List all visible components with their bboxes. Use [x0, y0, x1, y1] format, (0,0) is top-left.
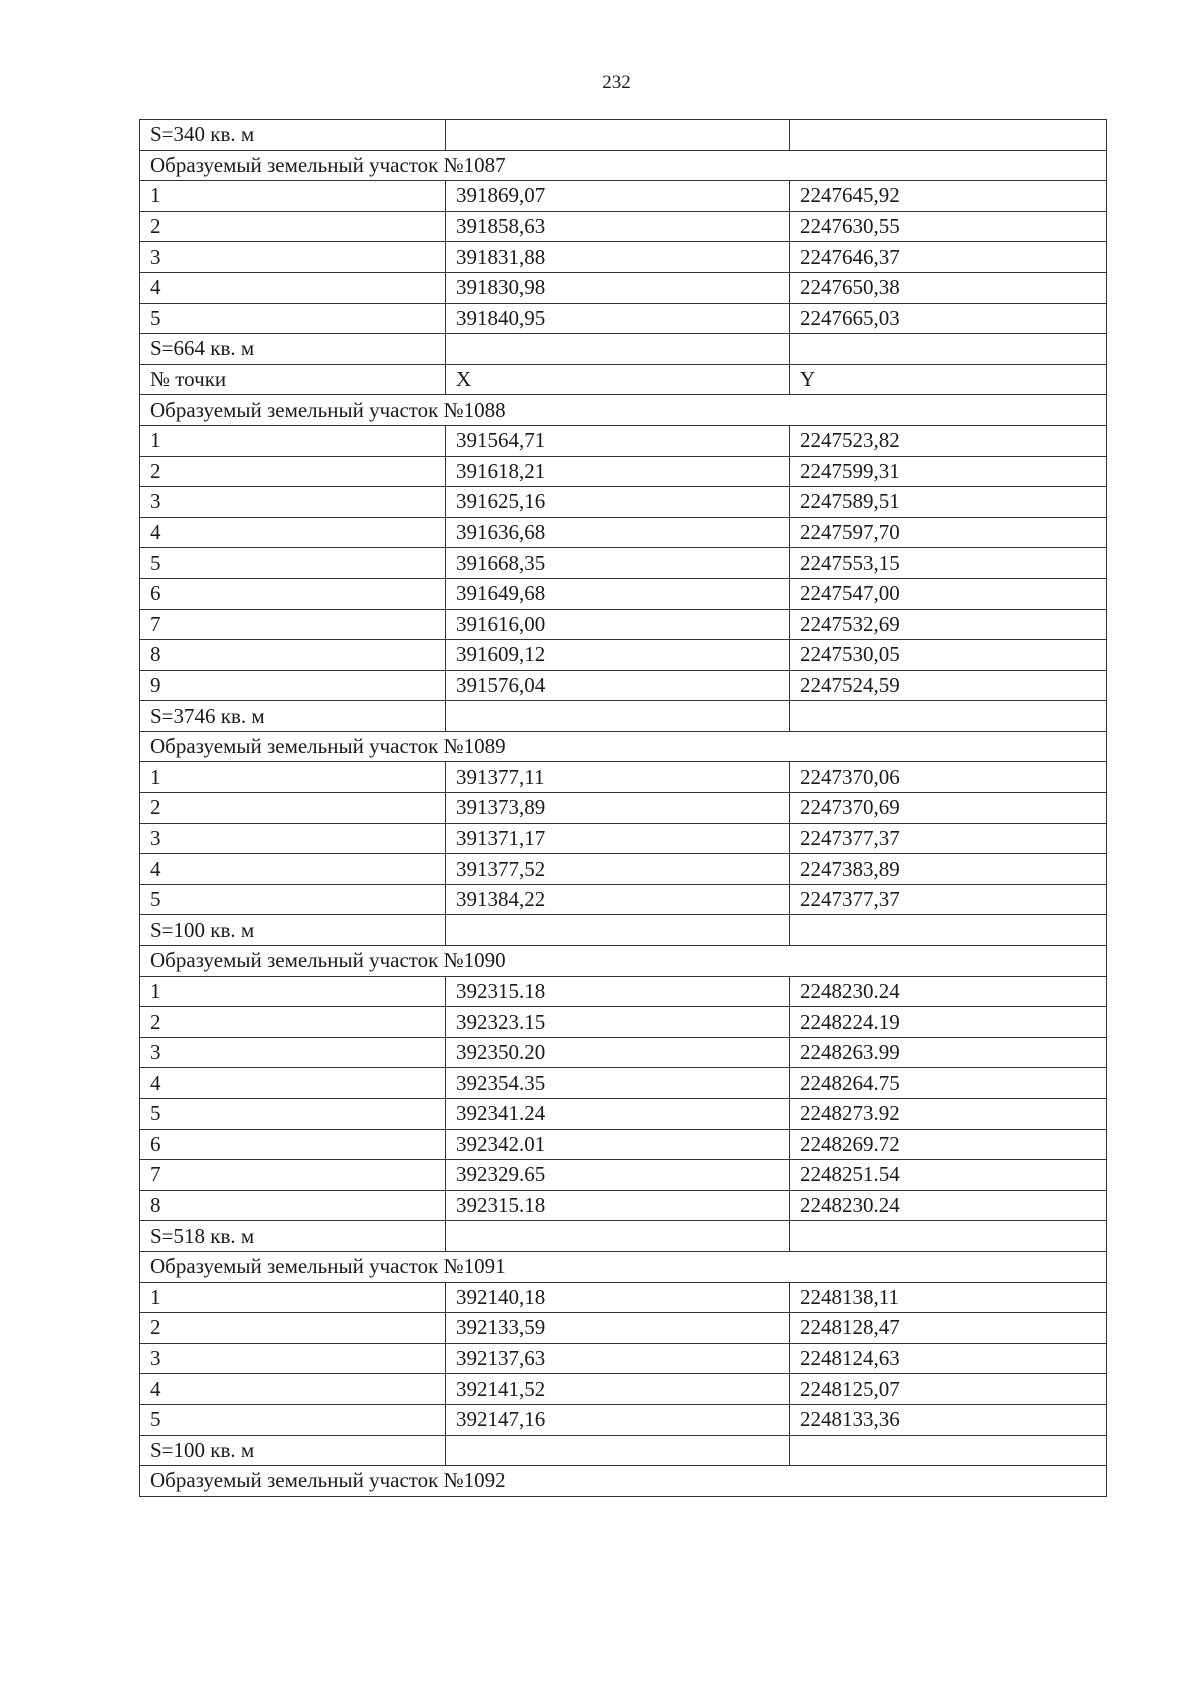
table-row	[140, 487, 1107, 518]
point-number-cell: 4	[140, 272, 446, 303]
point-number-cell: 2	[140, 793, 446, 824]
x-coordinate-cell: 391668,35	[446, 548, 790, 579]
y-coordinate-cell: 2248230.24	[790, 1190, 1107, 1221]
y-coordinate-cell: 2247599,31	[790, 456, 1107, 487]
point-number-cell: 1	[140, 425, 446, 456]
table-row	[140, 640, 1107, 671]
x-coordinate-cell: 392315.18	[446, 976, 790, 1007]
point-number-cell: 3	[140, 1343, 446, 1374]
point-number-cell: 4	[140, 854, 446, 885]
y-coordinate-cell: 2248224.19	[790, 1007, 1107, 1038]
point-number-cell: 5	[140, 1404, 446, 1435]
y-coordinate-cell: 2248230.24	[790, 976, 1107, 1007]
x-coordinate-cell: 392315.18	[446, 1190, 790, 1221]
x-coordinate-cell: 391649,68	[446, 578, 790, 609]
y-coordinate-cell: 2247377,37	[790, 884, 1107, 915]
section-title-row	[140, 946, 1107, 977]
x-coordinate-cell: 392354.35	[446, 1068, 790, 1099]
y-coordinate-cell: 2247665,03	[790, 303, 1107, 334]
area-row	[140, 334, 1107, 365]
area-label-cell: S=100 кв. м	[140, 915, 446, 946]
point-number-cell: 2	[140, 1007, 446, 1038]
x-coordinate-cell: 391858,63	[446, 211, 790, 242]
coordinates-table	[139, 119, 1107, 1497]
x-coordinate-cell: 391384,22	[446, 884, 790, 915]
y-coordinate-cell: 2247650,38	[790, 272, 1107, 303]
x-coordinate-cell: 392141,52	[446, 1374, 790, 1405]
area-label-cell: S=664 кв. м	[140, 334, 446, 365]
point-number-cell: 2	[140, 1313, 446, 1344]
x-coordinate-cell: 391618,21	[446, 456, 790, 487]
section-title-cell: Образуемый земельный участок №1087	[140, 150, 1107, 181]
table-row	[140, 823, 1107, 854]
x-coordinate-cell: 391616,00	[446, 609, 790, 640]
area-empty-cell	[790, 1435, 1107, 1466]
area-empty-cell	[790, 915, 1107, 946]
x-coordinate-cell: 391371,17	[446, 823, 790, 854]
x-coordinate-cell: 392323.15	[446, 1007, 790, 1038]
y-coordinate-cell: 2247597,70	[790, 517, 1107, 548]
table-row	[140, 884, 1107, 915]
y-coordinate-cell: 2247524,59	[790, 670, 1107, 701]
table-row	[140, 578, 1107, 609]
area-label-cell: S=3746 кв. м	[140, 701, 446, 732]
x-coordinate-cell: 391869,07	[446, 181, 790, 212]
x-coordinate-cell: 391576,04	[446, 670, 790, 701]
y-coordinate-cell: 2247370,06	[790, 762, 1107, 793]
area-empty-cell	[446, 701, 790, 732]
point-number-cell: 5	[140, 1099, 446, 1130]
header-x-cell: X	[446, 364, 790, 395]
table-row	[140, 456, 1107, 487]
area-label-cell: S=100 кв. м	[140, 1435, 446, 1466]
x-coordinate-cell: 392133,59	[446, 1313, 790, 1344]
point-number-cell: 7	[140, 609, 446, 640]
y-coordinate-cell: 2247530,05	[790, 640, 1107, 671]
point-number-cell: 5	[140, 884, 446, 915]
y-coordinate-cell: 2247589,51	[790, 487, 1107, 518]
header-y-cell: Y	[790, 364, 1107, 395]
x-coordinate-cell: 391831,88	[446, 242, 790, 273]
table-row	[140, 272, 1107, 303]
table-row	[140, 425, 1107, 456]
y-coordinate-cell: 2248138,11	[790, 1282, 1107, 1313]
header-point-number-cell: № точки	[140, 364, 446, 395]
y-coordinate-cell: 2247547,00	[790, 578, 1107, 609]
y-coordinate-cell: 2247645,92	[790, 181, 1107, 212]
table-row	[140, 1374, 1107, 1405]
x-coordinate-cell: 391830,98	[446, 272, 790, 303]
area-empty-cell	[790, 334, 1107, 365]
section-title-row	[140, 150, 1107, 181]
table-row	[140, 1282, 1107, 1313]
area-row	[140, 701, 1107, 732]
table-row	[140, 303, 1107, 334]
area-empty-cell	[446, 1221, 790, 1252]
point-number-cell: 1	[140, 181, 446, 212]
point-number-cell: 5	[140, 548, 446, 579]
table-row	[140, 762, 1107, 793]
x-coordinate-cell: 391377,52	[446, 854, 790, 885]
point-number-cell: 8	[140, 1190, 446, 1221]
table-row	[140, 181, 1107, 212]
point-number-cell: 3	[140, 823, 446, 854]
table-row	[140, 1313, 1107, 1344]
table-row	[140, 517, 1107, 548]
y-coordinate-cell: 2247370,69	[790, 793, 1107, 824]
table-row	[140, 670, 1107, 701]
area-empty-cell	[790, 701, 1107, 732]
table-row	[140, 1099, 1107, 1130]
table-row	[140, 1190, 1107, 1221]
table-row	[140, 1404, 1107, 1435]
y-coordinate-cell: 2248128,47	[790, 1313, 1107, 1344]
area-row	[140, 915, 1107, 946]
section-title-row	[140, 1251, 1107, 1282]
table-row	[140, 548, 1107, 579]
point-number-cell: 5	[140, 303, 446, 334]
y-coordinate-cell: 2247383,89	[790, 854, 1107, 885]
area-row	[140, 1221, 1107, 1252]
point-number-cell: 8	[140, 640, 446, 671]
area-empty-cell	[446, 120, 790, 151]
x-coordinate-cell: 391377,11	[446, 762, 790, 793]
coordinates-table-body	[140, 120, 1107, 1497]
y-coordinate-cell: 2247646,37	[790, 242, 1107, 273]
table-row	[140, 976, 1107, 1007]
x-coordinate-cell: 391636,68	[446, 517, 790, 548]
column-header-row	[140, 364, 1107, 395]
point-number-cell: 3	[140, 487, 446, 518]
section-title-cell: Образуемый земельный участок №1089	[140, 731, 1107, 762]
area-empty-cell	[446, 915, 790, 946]
table-row	[140, 1343, 1107, 1374]
x-coordinate-cell: 391840,95	[446, 303, 790, 334]
x-coordinate-cell: 391609,12	[446, 640, 790, 671]
point-number-cell: 4	[140, 1374, 446, 1405]
point-number-cell: 6	[140, 1129, 446, 1160]
section-title-cell: Образуемый земельный участок №1091	[140, 1251, 1107, 1282]
point-number-cell: 2	[140, 211, 446, 242]
y-coordinate-cell: 2247553,15	[790, 548, 1107, 579]
y-coordinate-cell: 2248273.92	[790, 1099, 1107, 1130]
section-title-cell: Образуемый земельный участок №1088	[140, 395, 1107, 426]
section-title-cell: Образуемый земельный участок №1090	[140, 946, 1107, 977]
y-coordinate-cell: 2247377,37	[790, 823, 1107, 854]
x-coordinate-cell: 392147,16	[446, 1404, 790, 1435]
point-number-cell: 1	[140, 976, 446, 1007]
area-label-cell: S=340 кв. м	[140, 120, 446, 151]
table-row	[140, 1129, 1107, 1160]
table-row	[140, 211, 1107, 242]
x-coordinate-cell: 392137,63	[446, 1343, 790, 1374]
point-number-cell: 6	[140, 578, 446, 609]
section-title-cell: Образуемый земельный участок №1092	[140, 1466, 1107, 1497]
table-row	[140, 1007, 1107, 1038]
area-empty-cell	[446, 1435, 790, 1466]
point-number-cell: 1	[140, 762, 446, 793]
area-label-cell: S=518 кв. м	[140, 1221, 446, 1252]
y-coordinate-cell: 2248251.54	[790, 1160, 1107, 1191]
point-number-cell: 7	[140, 1160, 446, 1191]
section-title-row	[140, 1466, 1107, 1497]
table-row	[140, 242, 1107, 273]
section-title-row	[140, 395, 1107, 426]
point-number-cell: 3	[140, 1037, 446, 1068]
area-row	[140, 1435, 1107, 1466]
point-number-cell: 2	[140, 456, 446, 487]
point-number-cell: 9	[140, 670, 446, 701]
table-row	[140, 1068, 1107, 1099]
x-coordinate-cell: 392329.65	[446, 1160, 790, 1191]
table-row	[140, 854, 1107, 885]
area-row	[140, 120, 1107, 151]
x-coordinate-cell: 391373,89	[446, 793, 790, 824]
y-coordinate-cell: 2248133,36	[790, 1404, 1107, 1435]
y-coordinate-cell: 2247532,69	[790, 609, 1107, 640]
section-title-row	[140, 731, 1107, 762]
y-coordinate-cell: 2248124,63	[790, 1343, 1107, 1374]
table-row	[140, 1037, 1107, 1068]
y-coordinate-cell: 2248269.72	[790, 1129, 1107, 1160]
point-number-cell: 4	[140, 1068, 446, 1099]
area-empty-cell	[790, 120, 1107, 151]
y-coordinate-cell: 2248125,07	[790, 1374, 1107, 1405]
point-number-cell: 1	[140, 1282, 446, 1313]
y-coordinate-cell: 2247630,55	[790, 211, 1107, 242]
x-coordinate-cell: 392341.24	[446, 1099, 790, 1130]
point-number-cell: 4	[140, 517, 446, 548]
area-empty-cell	[790, 1221, 1107, 1252]
table-row	[140, 1160, 1107, 1191]
y-coordinate-cell: 2248264.75	[790, 1068, 1107, 1099]
x-coordinate-cell: 391564,71	[446, 425, 790, 456]
table-row	[140, 793, 1107, 824]
area-empty-cell	[446, 334, 790, 365]
y-coordinate-cell: 2248263.99	[790, 1037, 1107, 1068]
x-coordinate-cell: 392342.01	[446, 1129, 790, 1160]
page-number: 232	[602, 72, 631, 93]
x-coordinate-cell: 392140,18	[446, 1282, 790, 1313]
y-coordinate-cell: 2247523,82	[790, 425, 1107, 456]
x-coordinate-cell: 391625,16	[446, 487, 790, 518]
x-coordinate-cell: 392350.20	[446, 1037, 790, 1068]
table-row	[140, 609, 1107, 640]
point-number-cell: 3	[140, 242, 446, 273]
